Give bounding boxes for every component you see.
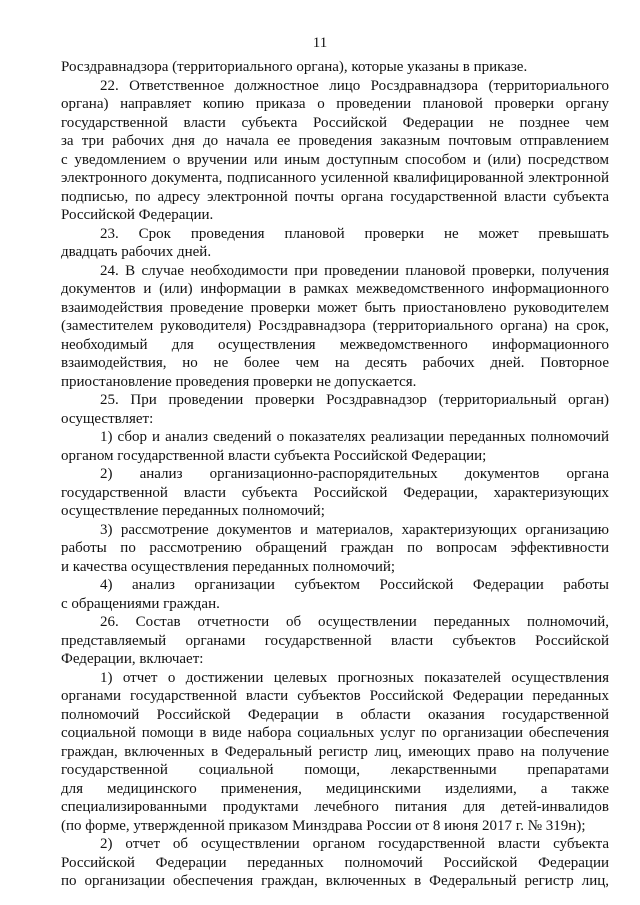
text-line: с обращениями граждан. xyxy=(61,595,220,612)
page-number: 11 xyxy=(312,35,328,51)
text-line: Росздравнадзора (территориального органа), которые указаны в приказе. xyxy=(61,59,528,75)
text-line: документов и (или) информации в рамках межведомственного информационного xyxy=(61,281,609,297)
text-line: государственной власти субъекта Российской Федерации, характеризующих xyxy=(61,484,609,501)
text-line: 2) анализ организационно-распорядительных документов органа xyxy=(100,466,609,482)
text-line: работы по рассмотрению обращений граждан по вопросам эффективности xyxy=(61,540,609,556)
text-line: взаимодействия проведение проверки может быть приостановлено руководителем xyxy=(61,299,609,316)
text-line: подписью, по адресу электронной почты органа государственной власти субъекта xyxy=(61,188,609,205)
text-line: органа) направляет копию приказа о проведении плановой проверки органу xyxy=(61,96,609,112)
text-line: необходимый для осуществления межведомственного информационного xyxy=(61,336,609,353)
text-line: государственной власти субъекта Российской Федерации не позднее чем xyxy=(61,114,609,131)
text-line: государственной социальной помощи, лекарственными препаратами xyxy=(61,762,609,778)
text-line: представляемый органами государственной власти субъектов Российской xyxy=(61,632,609,649)
text-line: двадцать рабочих дней. xyxy=(61,244,212,260)
text-line: взаимодействия, но не более чем на десять рабочих дней. Повторное xyxy=(61,355,609,371)
text-line: электронного документа, подписанного усиленной квалифицированной электронной xyxy=(61,170,609,186)
text-line: Федерации, включает: xyxy=(61,651,204,667)
text-line: 2) отчет об осуществлении органом государственной власти субъекта xyxy=(100,836,609,852)
text-line: для медицинского применения, медицинскими изделиями, а также xyxy=(61,780,609,797)
text-line: осуществляет: xyxy=(61,410,154,427)
document-body xyxy=(61,58,609,891)
text-line: (заместителем руководителя) Росздравнадзора (территориального органа) на срок, xyxy=(61,318,609,334)
text-line: Российской Федерации переданных полномочий Российской Федерации xyxy=(61,854,609,871)
text-line: 24. В случае необходимости при проведении плановой проверки, получения xyxy=(100,262,609,279)
text-line: 23. Срок проведения плановой проверки не может превышать xyxy=(100,225,609,242)
text-line: специализированными продуктами лечебного питания для детей-инвалидов xyxy=(61,799,609,815)
text-line: 25. При проведении проверки Росздравнадзор (территориальный орган) xyxy=(100,392,609,408)
text-line: 1) отчет о достижении целевых прогнозных показателей осуществления xyxy=(100,669,609,686)
text-line: граждан, включенных в Федеральный регистр лиц, имеющих право на получение xyxy=(61,743,609,760)
text-line: полномочий Российской Федерации в области оказания государственной xyxy=(61,706,609,723)
text-line: осуществление переданных полномочий; xyxy=(61,503,325,519)
text-line: 26. Состав отчетности об осуществлении переданных полномочий, xyxy=(100,614,609,630)
text-line: 1) сбор и анализ сведений о показателях реализации переданных полномочий xyxy=(100,429,609,445)
text-line: органами государственной власти субъектов Российской Федерации переданных xyxy=(61,688,609,704)
text-line: по организации обеспечения граждан, включенных в Федеральный регистр лиц, xyxy=(61,873,609,889)
text-line: 4) анализ организации субъектом Российской Федерации работы xyxy=(100,577,609,593)
text-line: 3) рассмотрение документов и материалов, характеризующих организацию xyxy=(100,521,609,538)
text-line: органом государственной власти субъекта Российской Федерации; xyxy=(61,447,487,464)
text-line: приостановление проведения проверки не допускается. xyxy=(61,373,417,390)
text-line: Российской Федерации. xyxy=(61,207,214,223)
text-line: за три рабочих дня до начала ее проведения заказным почтовым отправлением xyxy=(61,133,609,149)
text-line: (по форме, утвержденной приказом Минздрава России от 8 июня 2017 г. № 319н); xyxy=(61,817,586,834)
text-line: с уведомлением о вручении или иным доступным способом и (или) посредством xyxy=(61,151,609,168)
text-line: социальной помощи в виде набора социальных услуг по организации обеспечения xyxy=(61,725,609,741)
text-line: 22. Ответственное должностное лицо Росздравнадзора (территориального xyxy=(100,77,609,94)
text-line: и качества осуществления переданных полномочий; xyxy=(61,558,396,575)
